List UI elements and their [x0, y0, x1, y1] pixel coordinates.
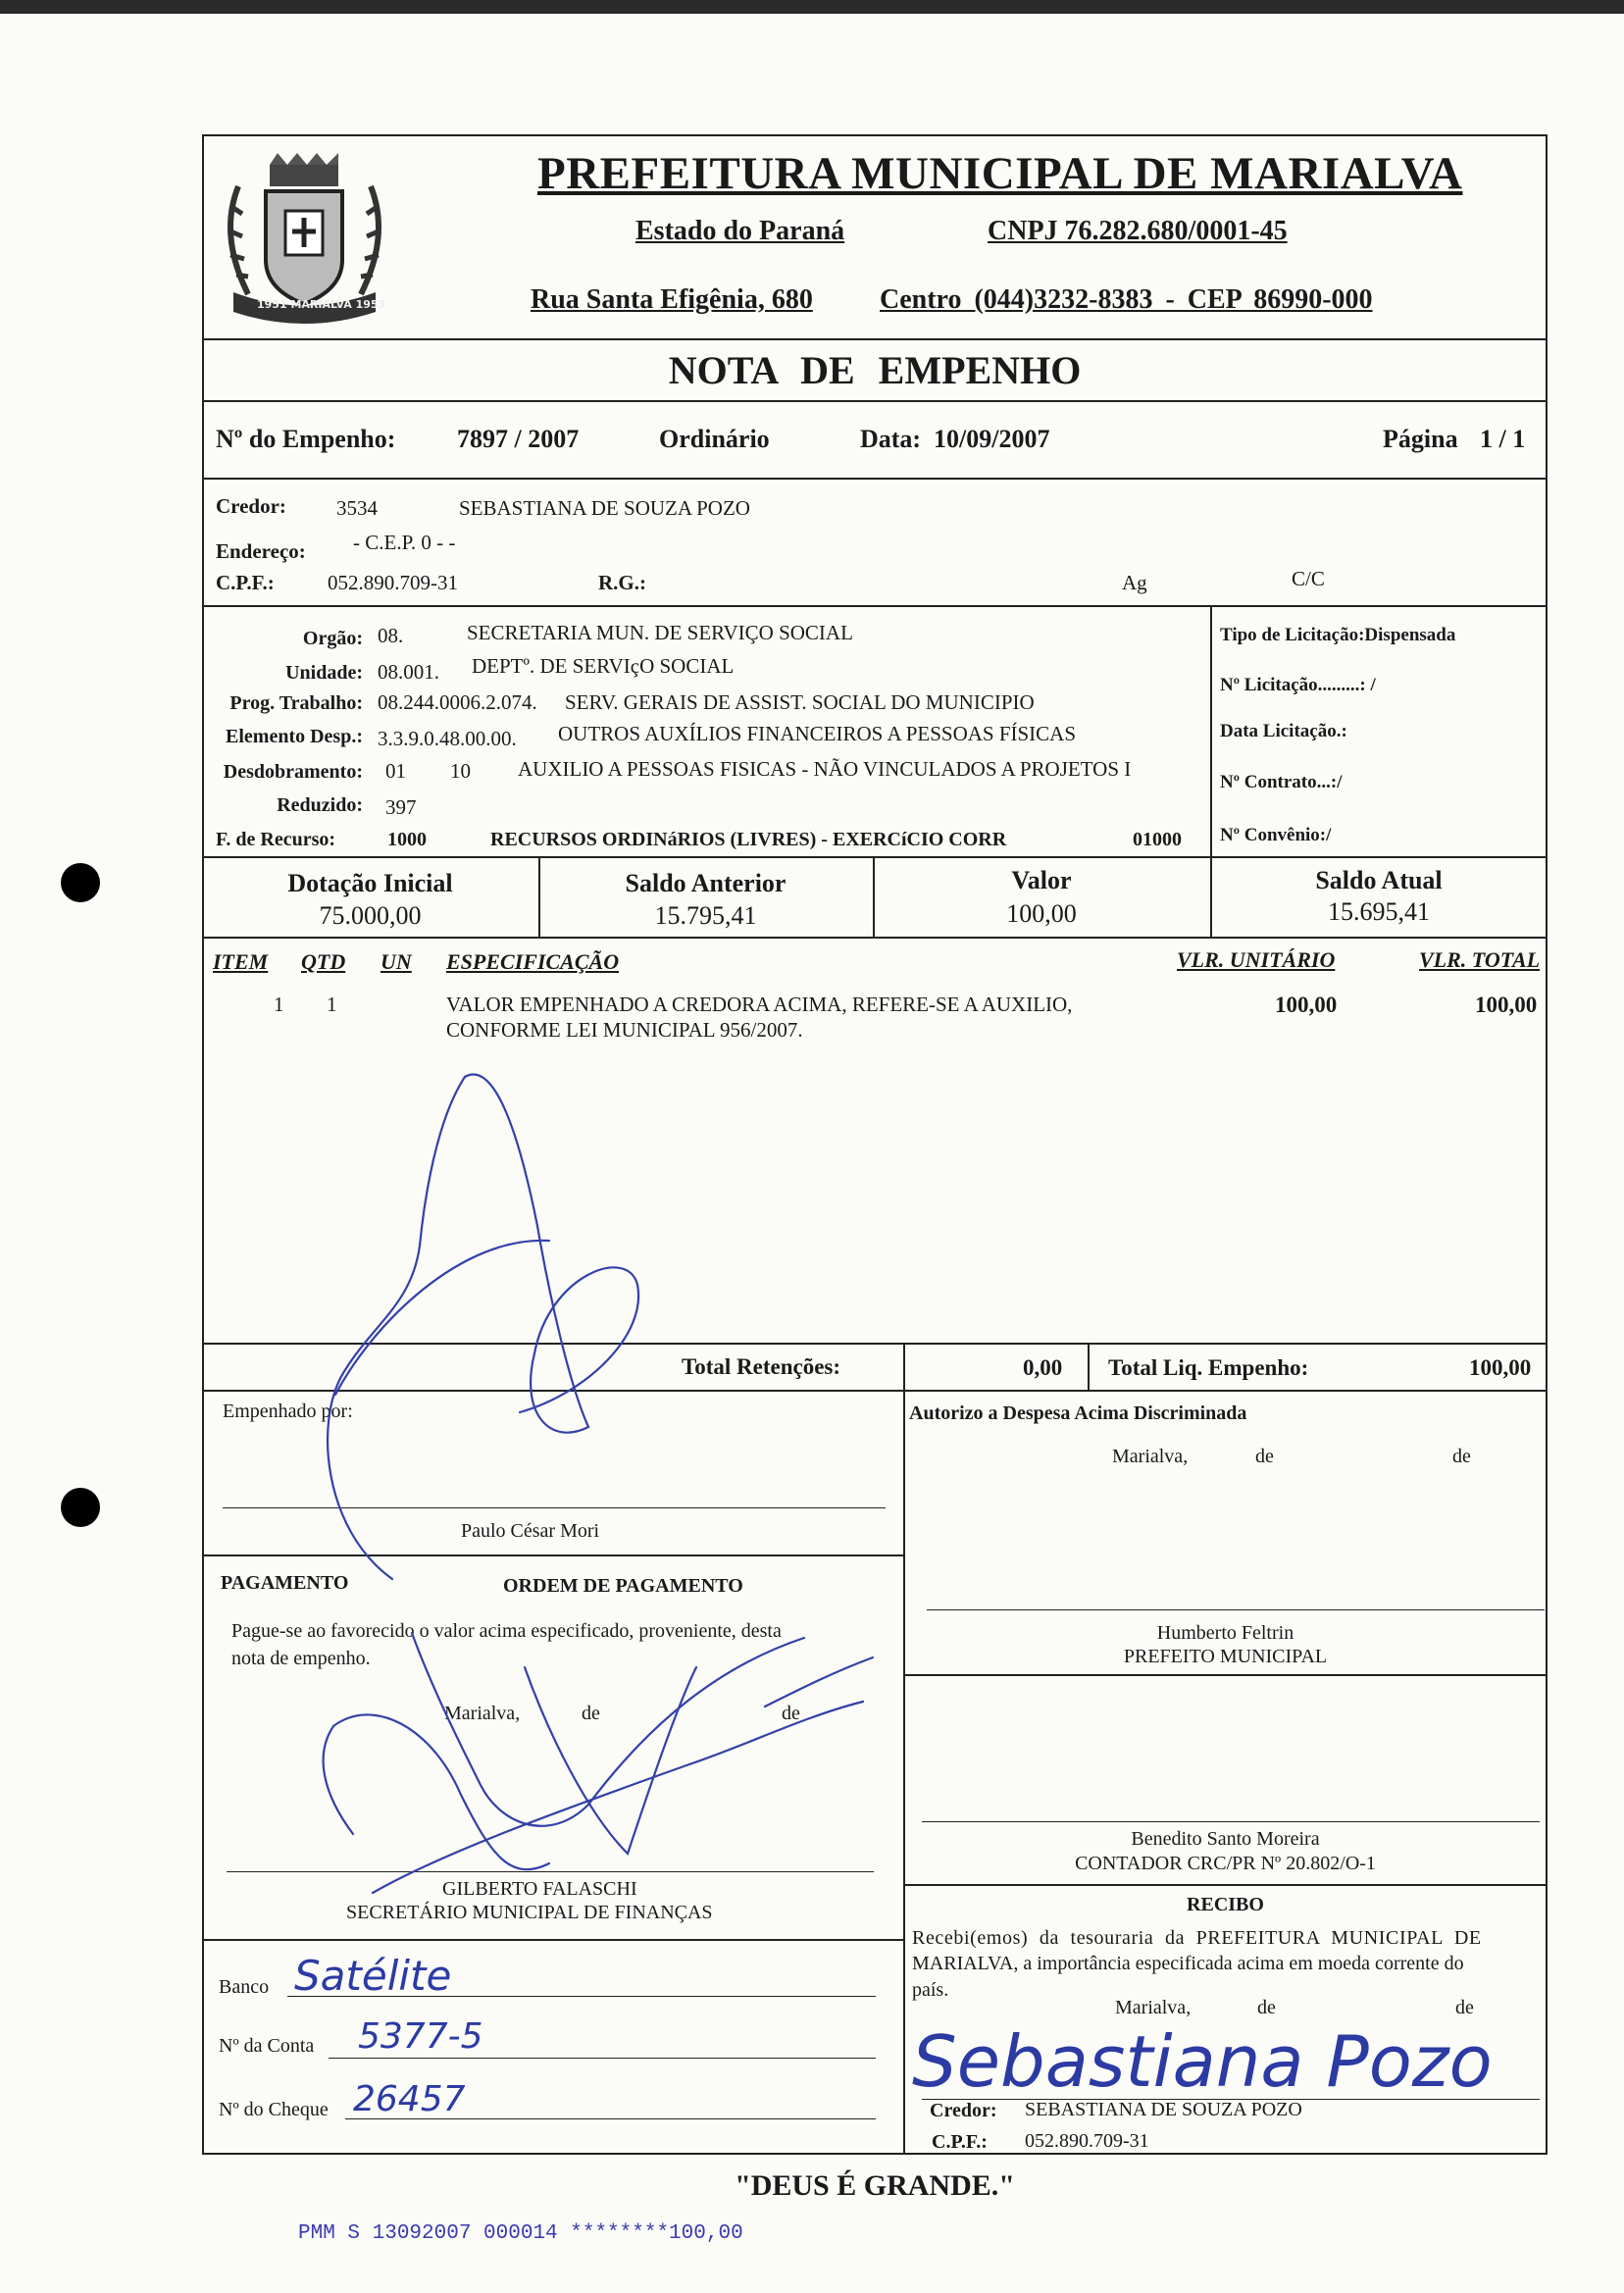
row-spec-line-2: CONFORME LEI MUNICIPAL 956/2007. [446, 1018, 803, 1042]
address-label: Endereço: [216, 539, 306, 563]
liquido-label: Total Liq. Empenho: [1108, 1355, 1309, 1380]
pagamento-text-line-2: nota de empenho. [231, 1648, 371, 1669]
recibo-line-2: MARIALVA, a importância especificada acima em moeda corrente do [912, 1953, 1464, 1974]
numero-licitacao: Nº Licitação.........: / [1220, 675, 1376, 695]
credor-label: Credor: [216, 494, 286, 518]
empenho-date: 10/09/2007 [934, 425, 1050, 453]
recibo-cpf: 052.890.709-31 [1025, 2130, 1149, 2152]
data-licitacao: Data Licitação.: [1220, 721, 1347, 741]
empenho-type: Ordinário [659, 425, 770, 453]
conta-label: Nº da Conta [219, 2035, 315, 2057]
elemento-label: Elemento Desp.: [226, 726, 363, 747]
recibo-de-2: de [1455, 1997, 1474, 2018]
recibo-de-1: de [1257, 1997, 1276, 2018]
row-spec-line-1: VALOR EMPENHADO A CREDORA ACIMA, REFERE-SE A AUXILIO, [446, 993, 1073, 1016]
prefeito-role: PREFEITO MUNICIPAL [1123, 1646, 1328, 1667]
secretario-role: SECRETÁRIO MUNICIPAL DE FINANÇAS [346, 1902, 713, 1923]
liquido-value: 100,00 [1469, 1355, 1532, 1380]
tipo-licitacao: Tipo de Licitação:Dispensada [1220, 625, 1456, 645]
pagamento-de-2: de [782, 1703, 800, 1724]
autorizo-label: Autorizo a Despesa Acima Discriminada [909, 1402, 1247, 1424]
empenho-number-label: Nº do Empenho: [216, 425, 396, 453]
orgao-name: SECRETARIA MUN. DE SERVIÇO SOCIAL [467, 621, 853, 644]
contador-name: Benedito Santo Moreira [1131, 1828, 1320, 1850]
desdobramento-label: Desdobramento: [223, 761, 363, 783]
banco-label: Banco [219, 1976, 270, 1998]
valor-label: Valor [1011, 866, 1072, 894]
recibo-place: Marialva, [1115, 1997, 1192, 2018]
empenho-date-label: Data: [860, 425, 922, 453]
unidade-code: 08.001. [378, 660, 439, 684]
col-un-header: UN [381, 949, 412, 974]
credor-cpf: 052.890.709-31 [328, 571, 458, 594]
recibo-line-3: país. [912, 1979, 949, 2001]
dotacao-inicial-value: 75.000,00 [319, 901, 422, 930]
saldo-atual-value: 15.695,41 [1328, 897, 1430, 926]
address: Rua Santa Efigênia, 680 [531, 284, 813, 315]
pagamento-place: Marialva, [444, 1703, 521, 1724]
col-item-header: ITEM [213, 949, 269, 974]
prog-name: SERV. GERAIS DE ASSIST. SOCIAL DO MUNICIPIO [565, 690, 1035, 714]
footer-stamp: PMM S 13092007 000014 ********100,00 [298, 2222, 743, 2245]
cc-label: C/C [1292, 567, 1325, 590]
dotacao-inicial-label: Dotação Inicial [287, 869, 453, 897]
cheque-label: Nº do Cheque [219, 2099, 329, 2120]
unidade-name: DEPTº. DE SERVIçO SOCIAL [472, 654, 735, 678]
autorizo-de-2: de [1452, 1446, 1471, 1467]
recibo-credor-label: Credor: [930, 2100, 997, 2121]
unidade-label: Unidade: [285, 662, 363, 684]
numero-convenio: Nº Convênio:/ [1220, 825, 1332, 845]
recurso-code: 1000 [387, 829, 427, 850]
prefeito-name: Humberto Feltrin [1156, 1622, 1294, 1644]
row-qtd: 1 [327, 993, 337, 1016]
desdobramento-code-2: 10 [450, 759, 471, 783]
elemento-name: OUTROS AUXÍLIOS FINANCEIROS A PESSOAS FÍSICAS [558, 722, 1077, 745]
ag-label: Ag [1122, 571, 1147, 594]
ordem-pagamento-label: ORDEM DE PAGAMENTO [503, 1575, 743, 1597]
saldo-anterior-value: 15.795,41 [654, 901, 757, 930]
row-unit-value: 100,00 [1275, 993, 1338, 1017]
autorizo-de-1: de [1255, 1446, 1274, 1467]
footer-motto: "DEUS É GRANDE." [735, 2169, 1015, 2202]
recibo-title: RECIBO [1187, 1894, 1264, 1915]
col-spec-header: ESPECIFICAÇÃO [446, 949, 620, 974]
page-label: Página [1383, 425, 1458, 453]
pagamento-label: PAGAMENTO [221, 1572, 349, 1594]
recurso-name: RECURSOS ORDINáRIOS (LIVRES) - EXERCíCIO CORR [490, 829, 1007, 850]
numero-contrato: Nº Contrato...:/ [1220, 772, 1343, 792]
municipality-title: PREFEITURA MUNICIPAL DE MARIALVA [537, 148, 1463, 199]
col-total-header: VLR. TOTAL [1419, 947, 1541, 972]
state-name: Estado do Paraná [635, 216, 845, 246]
cnpj: CNPJ 76.282.680/0001-45 [988, 216, 1288, 246]
pagamento-de-1: de [582, 1703, 600, 1724]
conta-handwritten: 5377-5 [358, 2016, 483, 2057]
recibo-cpf-label: C.P.F.: [932, 2131, 988, 2153]
credor-code: 3534 [336, 496, 378, 520]
recurso-label: F. de Recurso: [216, 829, 336, 850]
desdobramento-code-1: 01 [385, 759, 406, 783]
credor-signature: Sebastiana Pozo [912, 2020, 1493, 2103]
empenho-number: 7897 / 2007 [457, 425, 580, 453]
crest-banner-text: 1951 MARIALVA 1953 [257, 298, 386, 311]
rg-label: R.G.: [598, 571, 646, 594]
saldo-atual-label: Saldo Atual [1315, 866, 1443, 894]
banco-handwritten: Satélite [294, 1952, 452, 2000]
pagamento-text-line-1: Pague-se ao favorecido o valor acima especificado, proveniente, desta [231, 1620, 782, 1642]
cpf-label: C.P.F.: [216, 571, 275, 594]
page-number: 1 / 1 [1480, 425, 1526, 453]
credor-name: SEBASTIANA DE SOUZA POZO [459, 496, 750, 520]
valor-value: 100,00 [1006, 899, 1077, 928]
cheque-handwritten: 26457 [353, 2079, 466, 2119]
recibo-credor-name: SEBASTIANA DE SOUZA POZO [1025, 2099, 1302, 2120]
retencoes-label: Total Retenções: [682, 1354, 841, 1379]
empenhado-label: Empenhado por: [223, 1401, 353, 1422]
prog-label: Prog. Trabalho: [229, 692, 363, 714]
orgao-label: Orgão: [302, 628, 363, 649]
autorizo-place: Marialva, [1112, 1446, 1189, 1467]
row-total-value: 100,00 [1475, 993, 1538, 1017]
credor-address: - C.E.P. 0 - - [353, 531, 456, 554]
empenhado-name: Paulo César Mori [461, 1520, 600, 1542]
orgao-code: 08. [378, 624, 404, 647]
elemento-code: 3.3.9.0.48.00.00. [378, 727, 517, 750]
recibo-line-1: Recebi(emos) da tesouraria da PREFEITURA MUNICIPAL DE [912, 1927, 1482, 1949]
retencoes-value: 0,00 [1023, 1355, 1063, 1380]
row-item: 1 [274, 993, 284, 1016]
secretario-name: GILBERTO FALASCHI [442, 1878, 637, 1900]
contador-role: CONTADOR CRC/PR Nº 20.802/O-1 [1075, 1853, 1376, 1874]
col-unit-header: VLR. UNITÁRIO [1177, 947, 1336, 972]
col-qtd-header: QTD [301, 949, 346, 974]
recurso-code-2: 01000 [1133, 829, 1182, 850]
reduzido-value: 397 [385, 795, 417, 819]
prog-code: 08.244.0006.2.074. [378, 690, 537, 714]
desdobramento-name: AUXILIO A PESSOAS FISICAS - NÃO VINCULADOS A PROJETOS I [518, 757, 1132, 781]
saldo-anterior-label: Saldo Anterior [625, 869, 787, 897]
document-title: NOTA DE EMPENHO [668, 348, 1082, 392]
contact-line: Centro (044)3232-8383 - CEP 86990-000 [880, 284, 1373, 315]
reduzido-label: Reduzido: [277, 794, 363, 816]
